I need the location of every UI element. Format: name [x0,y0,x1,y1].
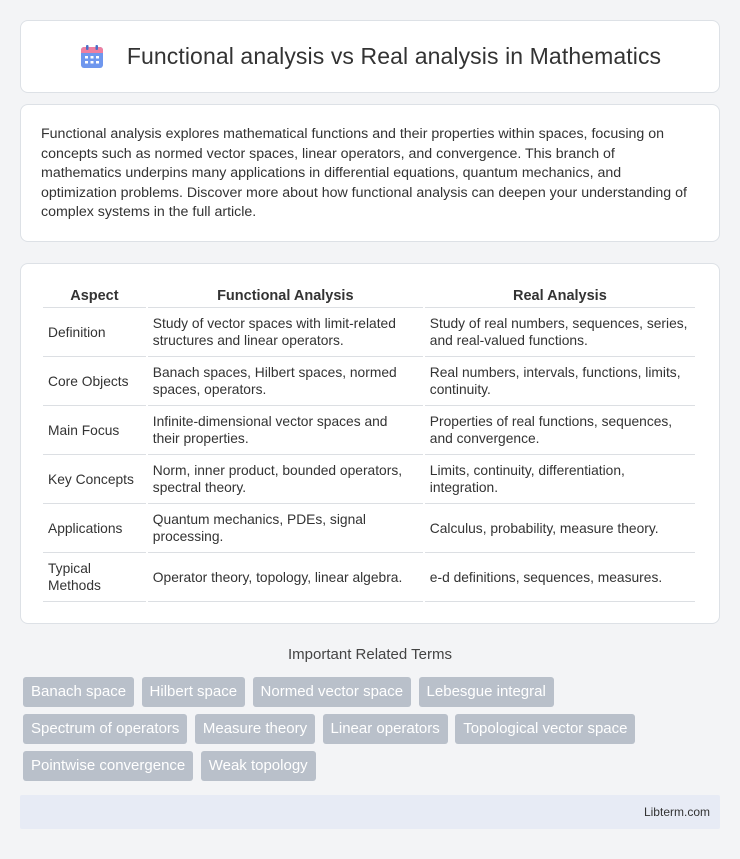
aspect-cell: Typical Methods [43,553,146,602]
functional-analysis-cell: Norm, inner product, bounded operators, spectral theory. [148,455,423,504]
real-analysis-cell: Real numbers, intervals, functions, limits, continuity. [425,357,695,406]
tag-banach-space[interactable]: Banach space [23,677,134,707]
header-aspect: Aspect [43,284,146,308]
aspect-cell: Main Focus [43,406,146,455]
functional-analysis-cell: Infinite-dimensional vector spaces and their properties. [148,406,423,455]
table-row [43,455,695,504]
real-analysis-cell: Study of real numbers, sequences, series, and real-valued functions. [425,308,695,357]
real-analysis-cell: Calculus, probability, measure theory. [425,504,695,553]
intro-paragraph: Functional analysis explores mathematical functions and their properties within spaces, focusing on concepts such as normed vector spaces, linear operators, and convergence. This branch of mathematics underpins many applications in differential equations, quantum mechanics, and optimization problems. Discover more about how functional analysis can deepen your understanding of complex systems in the full article. [41,126,687,220]
table-row [43,504,695,553]
real-analysis-cell: Limits, continuity, differentiation, integration. [425,455,695,504]
tag-measure-theory[interactable]: Measure theory [195,714,315,744]
table-row [43,357,695,406]
footer [20,795,720,829]
real-analysis-cell: e-d definitions, sequences, measures. [425,553,695,602]
page-title: Functional analysis vs Real analysis in Mathematics [126,43,662,69]
aspect-cell: Key Concepts [43,455,146,504]
tag-spectrum-of-operators[interactable]: Spectrum of operators [23,714,187,744]
header-real-analysis: Real Analysis [425,284,695,308]
functional-analysis-cell: Operator theory, topology, linear algebra. [148,553,423,602]
functional-analysis-cell: Quantum mechanics, PDEs, signal processing. [148,504,423,553]
tag-hilbert-space[interactable]: Hilbert space [142,677,246,707]
header-functional-analysis: Functional Analysis [148,284,423,308]
comparison-table-card [20,263,720,624]
aspect-cell: Core Objects [43,357,146,406]
footer-site-link[interactable]: Libterm.com [643,805,710,819]
aspect-cell: Applications [43,504,146,553]
tag-lebesgue-integral[interactable]: Lebesgue integral [419,677,554,707]
header-card [20,20,720,93]
tag-topological-vector-space[interactable]: Topological vector space [455,714,635,744]
related-terms-list [23,677,723,788]
table-header-row [43,284,695,308]
tag-linear-operators[interactable]: Linear operators [323,714,448,744]
calendar-icon [79,44,105,70]
tag-normed-vector-space[interactable]: Normed vector space [253,677,412,707]
tag-pointwise-convergence[interactable]: Pointwise convergence [23,751,193,781]
comparison-table [41,284,697,602]
functional-analysis-cell: Banach spaces, Hilbert spaces, normed spaces, operators. [148,357,423,406]
table-row [43,553,695,602]
real-analysis-cell: Properties of real functions, sequences, and convergence. [425,406,695,455]
aspect-cell: Definition [43,308,146,357]
table-row [43,406,695,455]
table-row [43,308,695,357]
intro-card [20,104,720,242]
tag-weak-topology[interactable]: Weak topology [201,751,316,781]
functional-analysis-cell: Study of vector spaces with limit-related structures and linear operators. [148,308,423,357]
related-terms-heading: Important Related Terms [288,646,452,663]
